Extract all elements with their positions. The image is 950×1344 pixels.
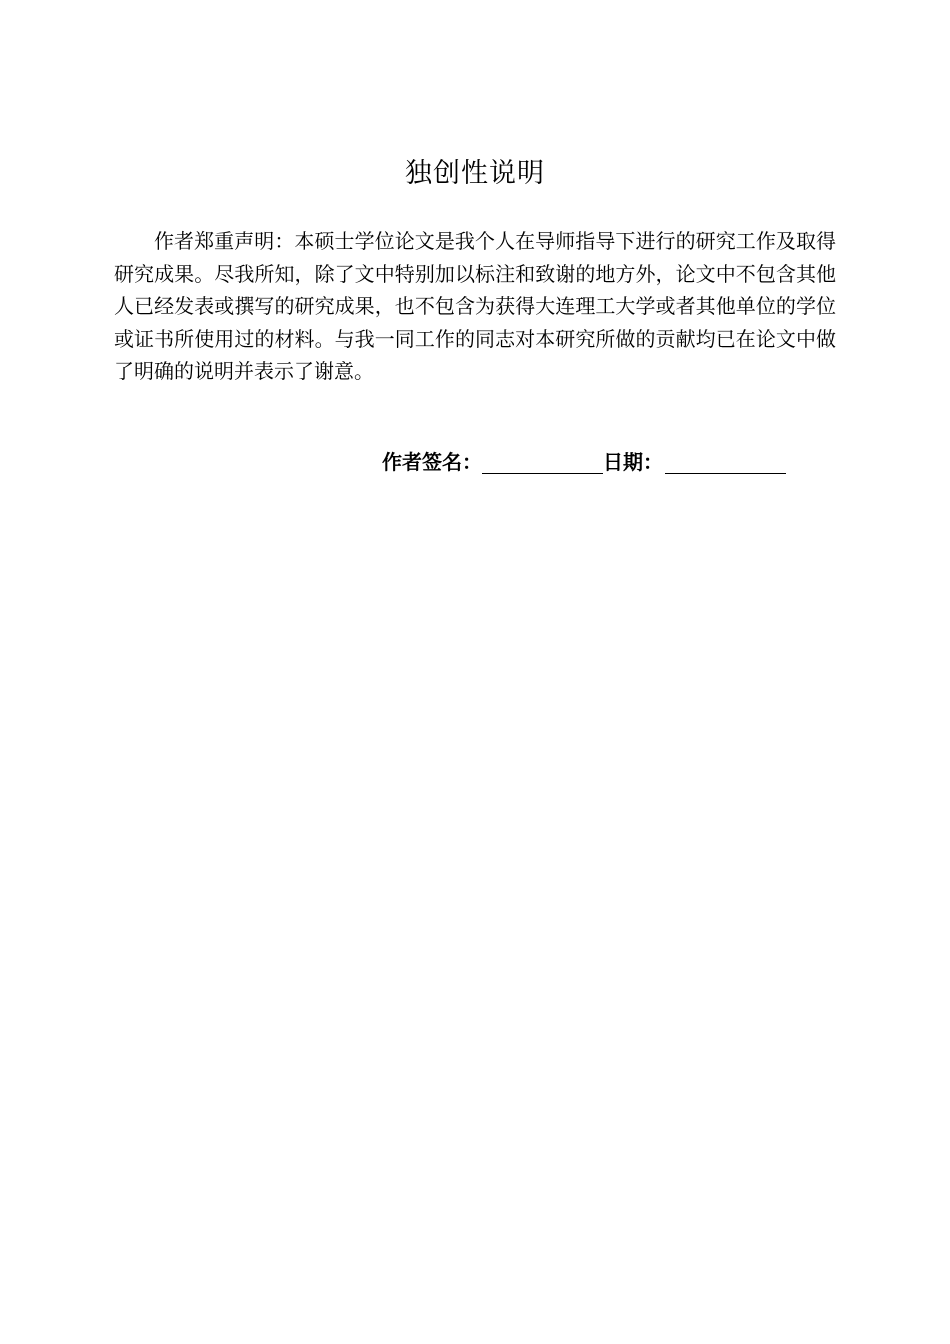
signature-row <box>382 446 822 476</box>
declaration-paragraph: 作者郑重声明：本硕士学位论文是我个人在导师指导下进行的研究工作及取得研究成果。尽我所知，除了文中特别加以标注和致谢的地方外，论文中不包含其他人已经发表或撰写的研究成果，也不包含为获得大连理工大学或者其他单位的学位或证书所使用过的材料。与我一同工作的同志对本研究所做的贡献均已在论文中做了明确的说明并表示了谢意。 <box>114 229 836 383</box>
date-label: 日期： <box>603 450 663 474</box>
author-signature-blank <box>482 451 603 474</box>
page-title: 独创性说明 <box>405 158 545 189</box>
author-signature-label: 作者签名： <box>382 450 482 474</box>
date-blank <box>665 451 786 474</box>
